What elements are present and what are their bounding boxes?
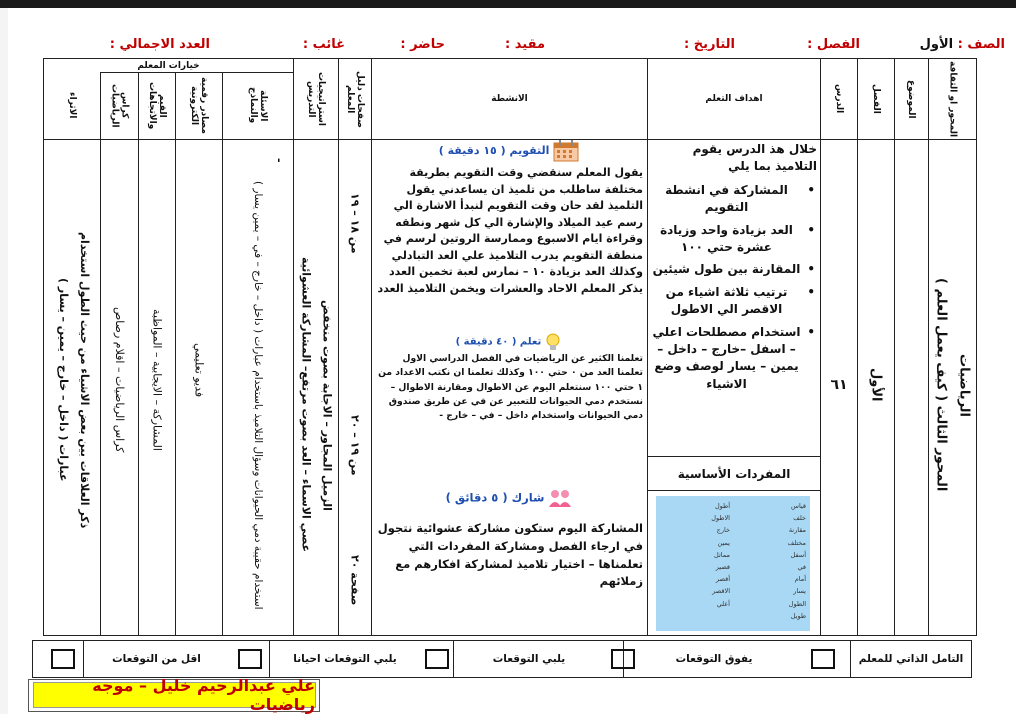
learn-title: تعلم ( ٤٠ دقيقة ) [455, 336, 542, 348]
exceeds-label: يفوق التوقعات [623, 641, 804, 677]
left-margin [0, 8, 8, 714]
vocab-word: يمين [717, 538, 730, 547]
vocab-word: في [797, 562, 806, 571]
vocab-word: أطول [714, 502, 730, 510]
vocab-word: أمام [794, 575, 806, 584]
strategies-1: الزميل المجاور – الاجابة بصوت منخفض [320, 299, 334, 511]
learn-cell [375, 332, 643, 423]
vocab-word: الطول [788, 599, 806, 608]
objective-item: • المقارنة بين طول شيئين [652, 261, 801, 278]
share-text: المشاركة اليوم ستكون مشاركة عشوائية نتجول في ارجاء الفصل ومشاركة المفردات التي تعلمناها – اختيار تلاميذ لمشاركة افكارهم مع زملائهم [377, 521, 643, 589]
vocab-word: أقصر [715, 575, 730, 584]
header-objectives: اهداف التعلم [705, 94, 763, 104]
vocab-word: أسفل [790, 550, 806, 559]
calendar-icon [553, 140, 579, 162]
vocab-word: خلف [793, 514, 806, 523]
vocab-word: قياس [791, 502, 806, 510]
lesson-number: ٦١ [830, 377, 848, 393]
header-activities: الانشطة [491, 94, 528, 104]
questions-cell: استخدام حقيبة دمي الحيوانات وسؤال التلاميذ باستخدام عبارات ( داخل – خارج – في – يمين يسار ) [252, 180, 265, 610]
vocab-word: أعلي [716, 599, 730, 608]
objectives-cell [652, 141, 817, 398]
vocab-column-left [660, 502, 730, 612]
below-label: اقل من التوقعات [83, 641, 229, 677]
class-label: الفصل : [807, 37, 860, 52]
below-checkbox-2[interactable] [51, 649, 75, 669]
header-values: القيم والاتجاهات [147, 81, 167, 130]
header-lesson: الدرس [834, 84, 844, 114]
header-digital: مصادر رقمية الكترونية [189, 77, 209, 134]
reflection-row [32, 640, 972, 678]
vocab-column-right [736, 502, 806, 624]
calendar-title: التقويم ( ١٥ دقيقة ) [438, 144, 550, 157]
header-chapter: الفصل [871, 84, 881, 114]
lightbulb-icon [544, 332, 562, 352]
learn-text: تعلمنا الكثير عن الرياضيات في الفصل الدراسي الاول تعلمنا العد من ٠ حتي ١٠٠ وكذلك تعلمنا ان نكتب الاعداد من ١ حتي ١٠٠ سنتعلم اليوم عن الاطوال ومقارنة الاطوال – نستخدم دمي الحيوانات للتعبير عن في عن طريق صندوق دمي الحيوانات واستخدام داخل – في – خارج - [378, 353, 643, 421]
guide-pages-2: من ١٩ – ٢٠ [348, 414, 362, 476]
vocab-word: الاقصر [712, 587, 730, 596]
values-cell: المشاركة – الايجابية – المواظبة [150, 309, 164, 451]
sometimes-checkbox[interactable] [425, 649, 449, 669]
vocab-title: المفردات الأساسية [677, 466, 791, 481]
questions-dash: - [272, 157, 286, 163]
activities-cell [375, 140, 643, 297]
meets-checkbox[interactable] [611, 649, 635, 669]
vocab-word: مختلف [787, 538, 806, 547]
grade-label: الصف : [957, 37, 1005, 52]
reflection-label: التامل الذاتي للمعلم [850, 641, 971, 677]
calendar-text: يقول المعلم سنقضي وقت التقويم بطريقة مختلفة ساطلب من تلميذ ان يساعدني يقول التلميذ لقد حان وقت التقويم لنبدأ الاشارة الي رسم عيد الميلاد والإشارة الي كل شهر ونطقه وقراءة ايام الاسبوع وممارسة الروتين لرسم في منطقة التقويم يدرب التلاميذ علي العد التبادلي وكذلك العد بزيادة ١٠ – نمارس لعبة تخمين العدد يذكر المعلم الاحاد والعشرات ويخمن التلاميذ العدد [377, 166, 643, 295]
grade-field [920, 37, 1005, 52]
enrichment-cell: ذكر العلاقات بين بعض الاشياء من حيث الطول استخدام عبارات ( داخل – خارج – يمين – يسار ) [57, 231, 91, 529]
objective-item: • العد بزيادة واحد وزيادة عشرة حتي ١٠٠ [652, 222, 801, 257]
total-label: العدد الاجمالي : [109, 37, 210, 52]
objectives-intro: خلال هذ الدرس يقوم التلاميذ بما يلي [692, 142, 817, 174]
below-checkbox[interactable] [238, 649, 262, 669]
header-teacher-options: خيارات المعلم [137, 60, 200, 71]
objective-item: • المشاركة في انشطة التقويم [652, 182, 801, 217]
header-guide-pages: صفحات دليل المعلم [345, 70, 365, 128]
share-people-icon [548, 488, 572, 508]
enrolled-label: مقيد : [505, 37, 545, 52]
present-label: حاضر : [400, 37, 445, 52]
exceeds-checkbox[interactable] [811, 649, 835, 669]
lesson-header [20, 37, 1005, 57]
guide-pages-1: من ١٨ – ١٩ [348, 192, 362, 254]
signature: علي عبدالرحيم خليل – موجه رياضيات [33, 682, 316, 708]
header-math-notebook: كراس الرياضيات [109, 83, 130, 128]
sometimes-label: يلبي التوقعات احيانا [269, 641, 420, 677]
guide-pages-3: صفحة ٢٠ [348, 554, 362, 606]
axis-cell: المحور الثالث ( كيف يعمل العلم ) [933, 278, 949, 492]
chapter-cell: الأول [868, 368, 884, 402]
topic-cell: الرياضيات [956, 353, 972, 417]
share-section-title [375, 488, 643, 508]
absent-label: غائب : [302, 37, 345, 52]
objective-item: • استخدام مصطلحات اعلي – اسفل –خارج – داخل – يمين – يسار لوصف وضع الاشياء [652, 324, 801, 394]
objective-item: • ترتيب ثلاثة اشياء من الاقصر الي الاطول [652, 284, 801, 319]
vocab-word: طويل [790, 611, 806, 620]
header-enrichment: الاثراء [67, 92, 77, 119]
vocab-word: قصير [715, 562, 730, 571]
top-border [0, 0, 1016, 8]
calendar-section-title [375, 140, 643, 162]
header-topic: الموضوع [906, 79, 916, 119]
meets-label: يلبي التوقعات [453, 641, 604, 677]
math-notebook-cell: كراس الرياضيات – اقلام رصاص [113, 307, 126, 453]
share-cell [375, 488, 643, 591]
vocab-word: مقارنة [788, 526, 806, 535]
vocab-word: الاطول [711, 514, 730, 523]
header-questions: الاسئلة والنماذج [248, 87, 268, 124]
header-strategies: استراتيجيات التدريس [306, 72, 326, 126]
vocab-word: خارج [716, 526, 730, 535]
vocab-word: يسار [793, 587, 806, 596]
learn-section-title [375, 332, 643, 352]
share-title: شارك ( ٥ دقائق ) [445, 490, 545, 505]
strategies-2: عصي الاسماء – العد بصوت مرتفع– المشاركة العشوائية [299, 257, 313, 553]
digital-cell: فديو تعليمي [192, 342, 206, 398]
header-axis: المحور او الثقافة [947, 60, 958, 138]
date-label: التاريخ : [684, 37, 735, 52]
vocab-box [656, 496, 810, 631]
vocab-word: مماثل [714, 550, 730, 559]
grade-value: الأول [919, 37, 954, 52]
objectives-list [652, 182, 817, 393]
